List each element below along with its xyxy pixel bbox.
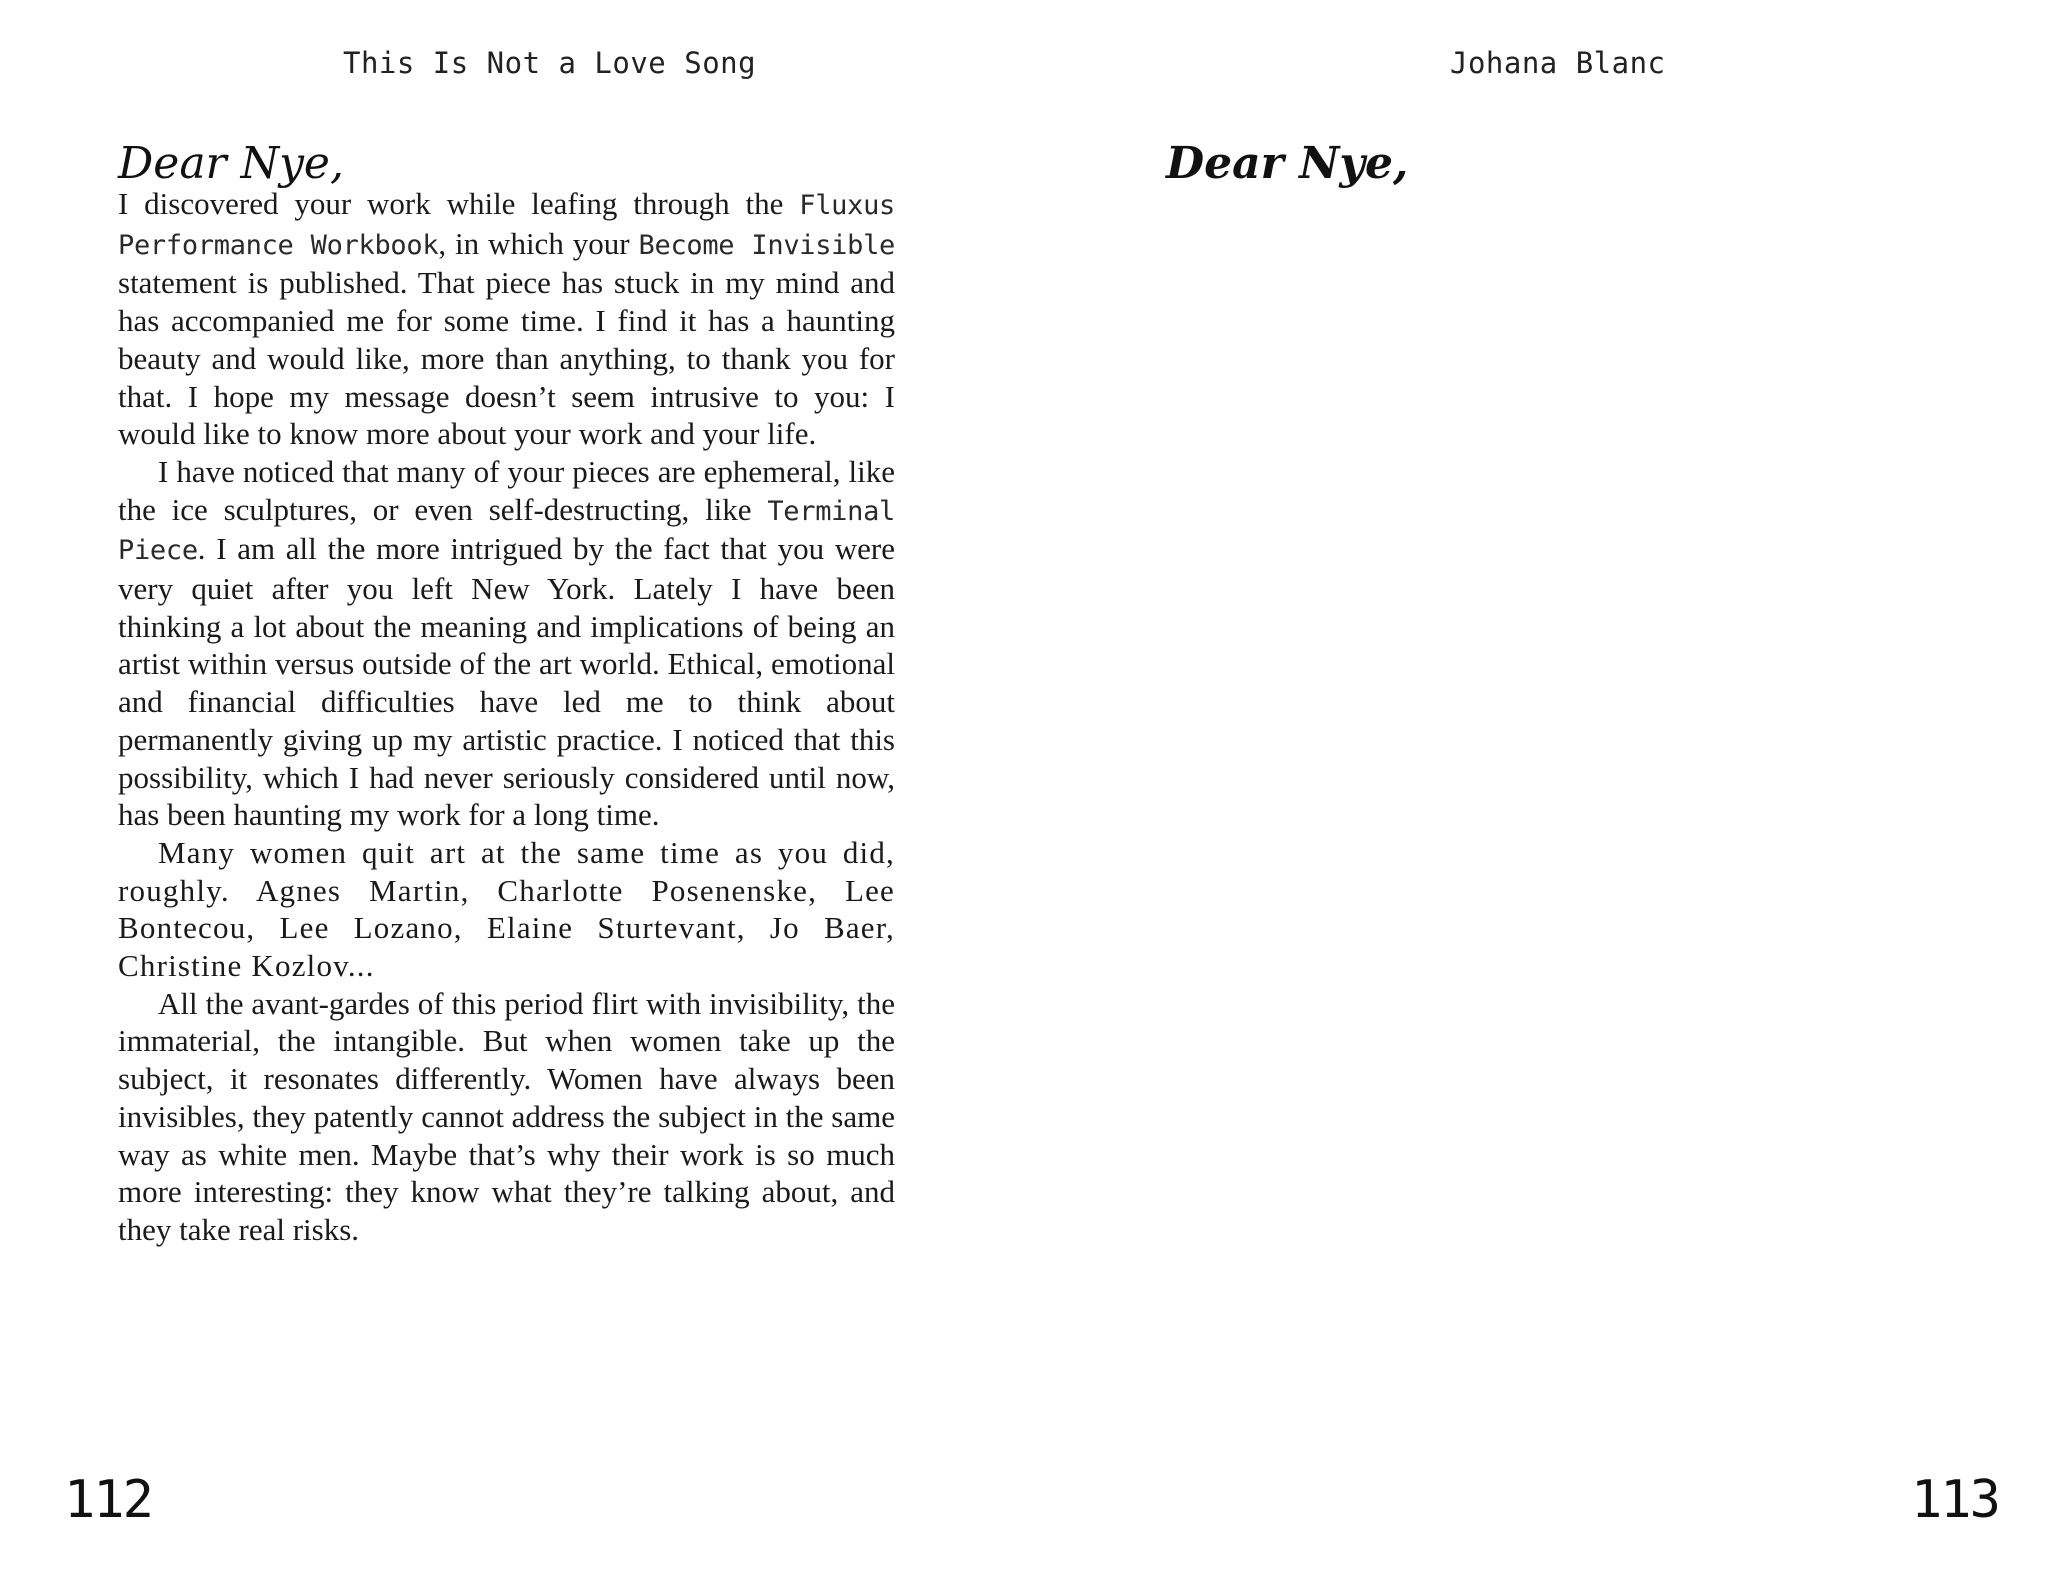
paragraph-2-text-b: . I am all the more intrigued by the fact that you were very quiet after you left New York. Lately I have been thinking a lot about the meaning and implications of being an artist within versus outside of the art world. Ethical, emotional and financial difficulties have led me to think about permanently giving up my artistic practice. I noticed that this possibility, which I had never seriously considered until now, has been haunting my work for a long time. [118, 531, 895, 833]
left-page [0, 0, 1023, 1575]
page-number: 113 [1911, 1470, 1999, 1530]
letter-body [118, 185, 895, 1249]
paragraph-1-text-b: , in which your [438, 225, 639, 261]
paragraph-2 [118, 453, 895, 834]
work-title-fluxus-workbook: Fluxus Performance Workbook [118, 190, 895, 261]
running-head-title: This Is Not a Love Song [343, 46, 757, 80]
paragraph-1-text-a: I discovered your work while leafing through the [118, 186, 800, 221]
paragraph-1 [118, 185, 895, 453]
page-number: 112 [64, 1470, 152, 1530]
paragraph-3: Many women quit art at the same time as you did, roughly. Agnes Martin, Charlotte Posenenske, Lee Bontecou, Lee Lozano, Elaine Sturtevant, Jo Baer, Christine Kozlov... [118, 834, 895, 984]
salutation: Dear Nye, [1166, 138, 1409, 189]
paragraph-1-text-c: statement is published. That piece has stuck in my mind and has accompanied me for some time. I find it has a haunting beauty and would like, more than anything, to thank you for that. I hope my message doesn’t seem intrusive to you: I would like to know more about your work and your life. [118, 265, 895, 452]
work-title-terminal-piece: Terminal Piece [118, 495, 895, 567]
right-page [1024, 0, 2047, 1575]
salutation: Dear Nye, [118, 138, 344, 189]
paragraph-4: All the avant-gardes of this period flirt with invisibility, the immaterial, the intangible. But when women take up the subject, it resonates differently. Women have always been invisibles, they patently cannot address the subject in the same way as white men. Maybe that’s why their work is so much more interesting: they know what they’re talking about, and they take real risks. [118, 985, 895, 1247]
running-head-author: Johana Blanc [1450, 46, 1666, 80]
paragraph-2-text-a: I have noticed that many of your pieces are ephemeral, like the ice sculptures, or even self-destructing, like [118, 453, 895, 527]
work-title-become-invisible: Become Invisible [638, 229, 896, 261]
